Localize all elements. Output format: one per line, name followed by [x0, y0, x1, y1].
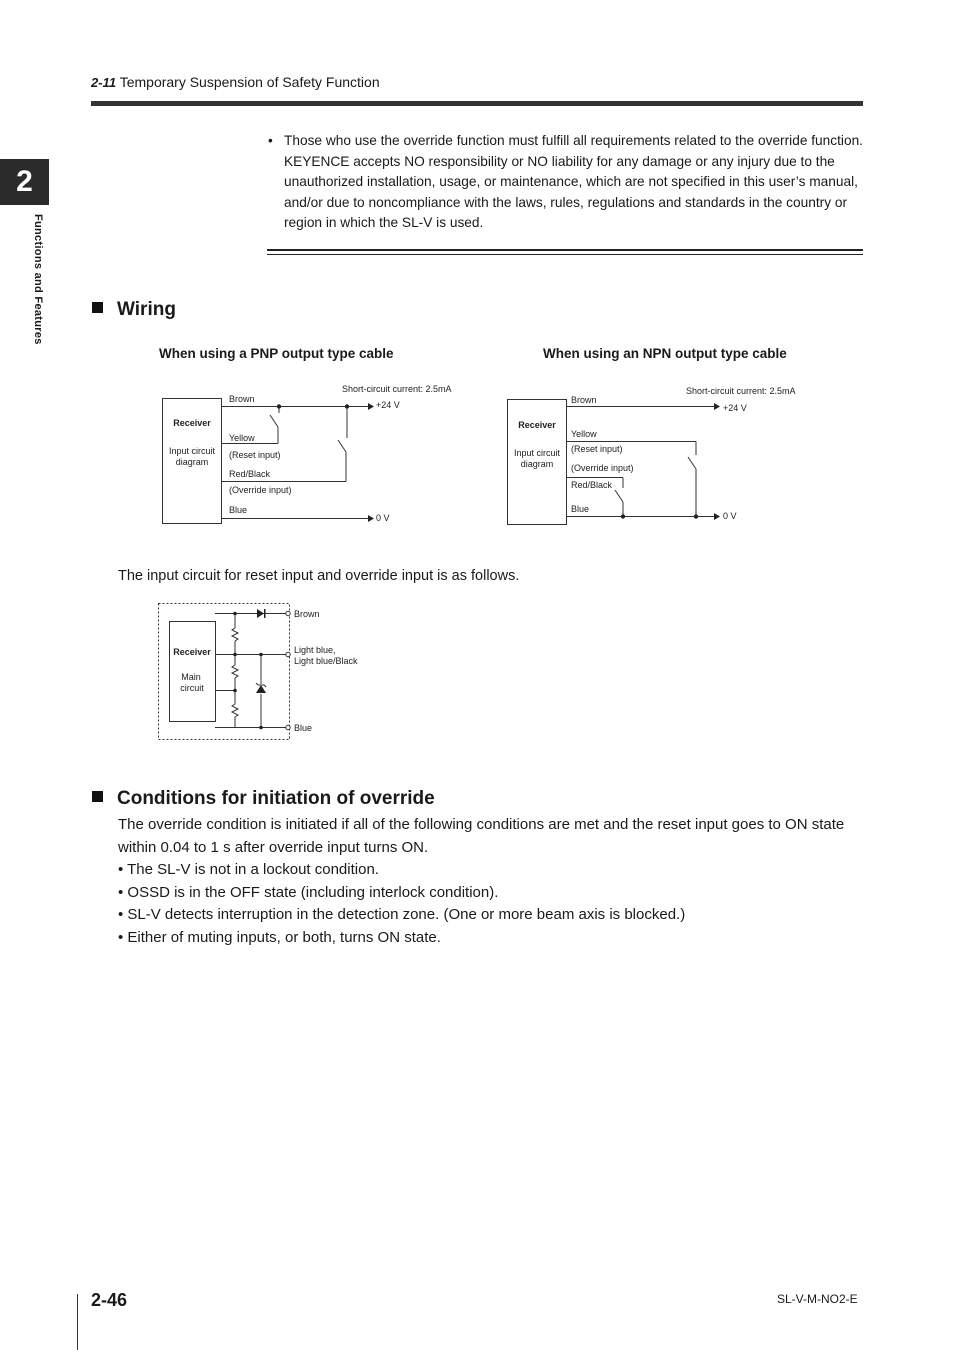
- ic-main-label-2: circuit: [180, 683, 204, 693]
- ic-lightblue-label-2: Light blue/Black: [294, 656, 358, 666]
- junction-dot: [233, 653, 237, 657]
- pnp-wiring-diagram: [155, 378, 475, 530]
- arrow-right-icon: [368, 403, 374, 410]
- pnp-receiver-label: Receiver: [173, 418, 211, 428]
- caution-text: Those who use the override function must fulfill all requirements related to the override function. KEYENCE accepts NO responsibility or NO liability for any damage or any injury due to the unauthorized installation, usage, or maintenance, which are not specified in this user’s manual, and/or due to noncompliance with the laws, rules, regulations and standards in the country or region in which the SL-V is used.: [284, 133, 863, 230]
- junction-dot: [345, 404, 349, 408]
- resistor-icon: [232, 704, 238, 717]
- caution-note: [268, 131, 863, 234]
- npn-diagram-label-1: Input circuit: [513, 448, 561, 458]
- pnp-24v-label: +24 V: [376, 400, 400, 410]
- input-circuit-text: The input circuit for reset input and override input is as follows.: [118, 568, 520, 584]
- override-heading: [92, 788, 435, 810]
- junction-dot: [233, 689, 237, 693]
- terminal-icon: [286, 611, 290, 615]
- npn-yellow-label: Yellow: [571, 429, 597, 439]
- npn-brown-label: Brown: [571, 395, 597, 405]
- terminal-icon: [286, 725, 290, 729]
- npn-diagram-label-2: diagram: [520, 459, 554, 469]
- override-condition: • Either of muting inputs, or both, turns ON state.: [118, 928, 441, 946]
- override-condition: • OSSD is in the OFF state (including interlock condition).: [118, 883, 499, 901]
- footer-rule: [77, 1294, 78, 1350]
- caution-bullet: •: [268, 133, 273, 148]
- ic-main-label-1: Main: [181, 672, 201, 682]
- junction-dot: [259, 726, 263, 730]
- junction-dot: [621, 514, 625, 518]
- pnp-0v-label: 0 V: [376, 513, 390, 523]
- junction-dot: [259, 653, 263, 657]
- ic-receiver-label: Receiver: [173, 647, 211, 657]
- input-circuit-diagram: [155, 598, 385, 744]
- running-header: [91, 74, 380, 90]
- document-code: SL-V-M-NO2-E: [777, 1292, 858, 1306]
- pnp-diagram-label-2: diagram: [175, 457, 209, 467]
- pnp-brown-label: Brown: [229, 394, 255, 404]
- chapter-side-label: [28, 214, 48, 364]
- override-condition: • SL-V detects interruption in the detection zone. (One or more beam axis is blocked.): [118, 906, 686, 923]
- junction-dot: [233, 612, 237, 616]
- npn-receiver-label: Receiver: [518, 420, 556, 430]
- chapter-label: Functions and Features: [32, 214, 44, 345]
- arrow-right-icon: [714, 513, 720, 520]
- npn-24v-label: +24 V: [723, 403, 747, 413]
- override-body: [118, 814, 863, 949]
- override-switch-blade: [338, 440, 346, 452]
- arrow-right-icon: [714, 403, 720, 410]
- arrow-right-icon: [368, 515, 374, 522]
- wiring-heading-text: Wiring: [117, 299, 176, 320]
- reset-switch-blade: [688, 457, 696, 469]
- pnp-redblack-label: Red/Black: [229, 469, 271, 479]
- pnp-reset-label: (Reset input): [229, 450, 281, 460]
- override-switch-blade: [615, 490, 623, 502]
- diode-bar: [264, 609, 266, 618]
- override-heading-text: Conditions for initiation of override: [117, 788, 435, 809]
- terminal-icon: [286, 652, 290, 656]
- section-title: Temporary Suspension of Safety Function: [119, 74, 380, 90]
- ic-brown-label: Brown: [294, 609, 320, 619]
- circuit-boundary: [159, 604, 290, 740]
- pnp-heading: When using a PNP output type cable: [159, 346, 394, 361]
- npn-heading: When using an NPN output type cable: [543, 346, 787, 361]
- pnp-diagram-label-1: Input circuit: [168, 446, 216, 456]
- wiring-heading: [92, 299, 176, 321]
- npn-wiring-diagram: [500, 380, 820, 530]
- resistor-icon: [232, 665, 238, 678]
- square-bullet-icon: [92, 791, 103, 802]
- diode-icon: [257, 609, 264, 618]
- npn-override-label: (Override input): [571, 463, 634, 473]
- pnp-yellow-label: Yellow: [229, 433, 255, 443]
- reset-switch-blade: [270, 415, 278, 427]
- override-intro: The override condition is initiated if all of the following conditions are met and the reset input goes to ON state within 0.04 to 1 s after override input turns ON.: [118, 816, 845, 856]
- ic-blue-label: Blue: [294, 723, 313, 733]
- npn-redblack-label: Red/Black: [571, 480, 613, 490]
- section-number: 2-11: [91, 75, 117, 90]
- junction-dot: [277, 404, 281, 408]
- npn-reset-label: (Reset input): [571, 444, 623, 454]
- npn-short-circuit: Short-circuit current: 2.5mA: [686, 386, 796, 396]
- header-rule: [91, 101, 863, 106]
- npn-blue-label: Blue: [571, 504, 590, 514]
- pnp-short-circuit: Short-circuit current: 2.5mA: [342, 384, 452, 394]
- pnp-blue-label: Blue: [229, 505, 248, 515]
- override-condition: • The SL-V is not in a lockout condition.: [118, 861, 379, 878]
- pnp-override-label: (Override input): [229, 485, 292, 495]
- caution-rule: [267, 254, 863, 255]
- caution-rule: [267, 249, 863, 251]
- page-number: 2-46: [91, 1290, 128, 1310]
- ic-lightblue-label-1: Light blue,: [294, 645, 336, 655]
- chapter-tab: 2: [0, 159, 49, 205]
- resistor-icon: [232, 628, 238, 641]
- npn-0v-label: 0 V: [723, 511, 737, 521]
- junction-dot: [694, 514, 698, 518]
- square-bullet-icon: [92, 302, 103, 313]
